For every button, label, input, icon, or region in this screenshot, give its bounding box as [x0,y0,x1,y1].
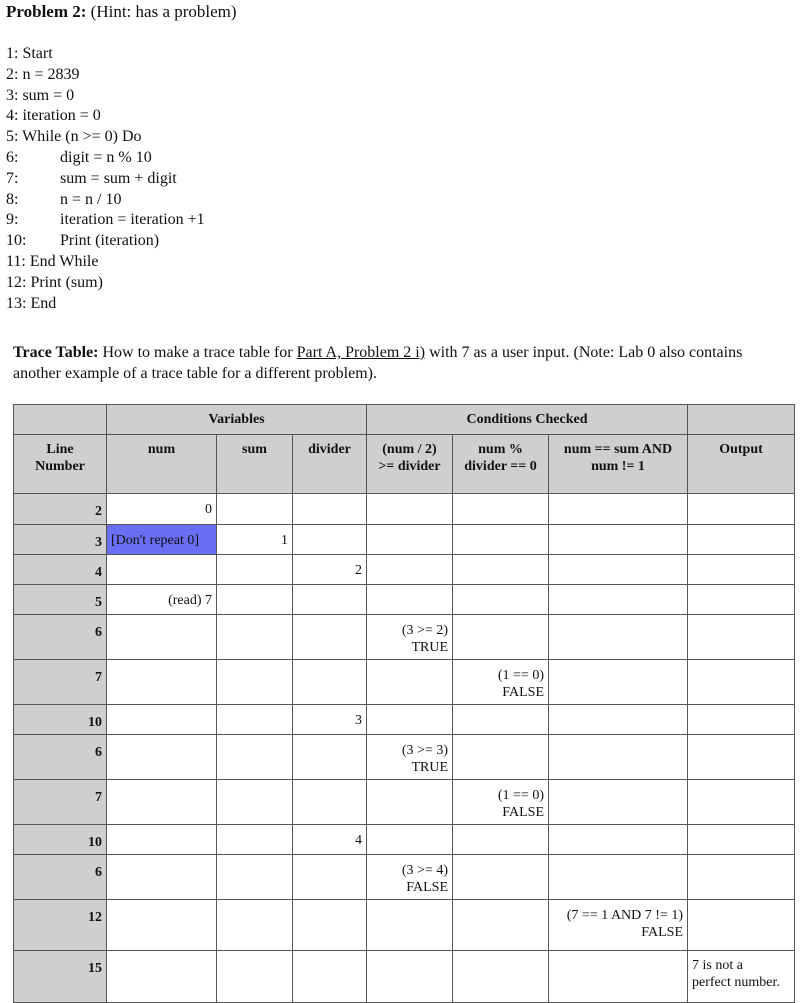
condition-cell [453,660,549,705]
condition-cell [549,525,688,555]
table-row [14,951,795,1003]
divider-cell [293,855,367,900]
condition-cell [453,555,549,585]
condition-cell [453,705,549,735]
condition-text: FALSE [502,805,544,820]
condition-cell [549,660,688,705]
condition-cell [549,494,688,525]
code-line-text: End While [29,253,99,270]
condition-cell [549,780,688,825]
output-cell [688,780,795,825]
divider-cell [293,900,367,951]
code-line-text: digit = n % 10 [60,149,152,166]
sum-cell [217,735,293,780]
condition-cell [549,705,688,735]
trace-table-label: Trace Table: [13,344,99,361]
sum-cell [217,900,293,951]
condition-cell [367,855,453,900]
code-line-number: 8: [6,190,19,208]
num-cell [107,951,217,1003]
table-row [14,615,795,660]
condition-text: TRUE [411,760,448,775]
header-text: num != 1 [591,459,645,474]
condition-cell [453,900,549,951]
condition-cell [367,615,453,660]
line-number-cell: 4 [14,555,107,585]
condition-cell [453,494,549,525]
output-cell [688,660,795,705]
table-row [14,525,795,555]
code-line-text: Print (sum) [30,273,103,291]
table-row [14,705,795,735]
num-cell [107,855,217,900]
num-cell: 0 [107,494,217,525]
header-text: Output [719,442,763,457]
condition-cell [453,735,549,780]
code-line-text: End [30,294,57,312]
code-line [6,106,101,127]
trace-table-intro [13,343,773,384]
line-number-cell: 6 [14,735,107,780]
condition-cell [453,585,549,615]
condition-cell [549,855,688,900]
num-cell: (read) 7 [107,585,217,615]
condition-cell [453,615,549,660]
divider-cell [293,615,367,660]
condition-cell [367,900,453,951]
code-line-number: 13: [6,294,27,312]
line-number-cell: 7 [14,660,107,705]
header-text: (num / 2) [382,442,437,457]
condition-cell [549,615,688,660]
line-number-cell: 10 [14,825,107,855]
sum-cell [217,780,293,825]
output-cell [688,735,795,780]
condition-cell [549,900,688,951]
condition-text: (1 == 0) [497,788,544,803]
variables-group-header: Variables [107,405,367,435]
divider-cell: 3 [293,705,367,735]
divider-cell [293,660,367,705]
code-line-text: While (n >= 0) Do [22,128,142,146]
num-cell [107,705,217,735]
header-blank [14,405,107,435]
header-text: Number [35,459,85,474]
code-line [6,169,177,190]
header-text: divider == 0 [464,459,537,474]
code-line [6,86,74,107]
code-line [6,231,159,252]
divider-cell [293,735,367,780]
code-line-number: 1: [6,45,19,62]
sum-cell: 1 [217,525,293,555]
divider-cell: 2 [293,555,367,585]
table-row [14,494,795,525]
header-text: num [147,442,176,457]
code-line-number: 9: [6,211,19,229]
line-number-cell: 5 [14,585,107,615]
output-group-blank [688,405,795,435]
line-number-cell: 10 [14,705,107,735]
line-number-cell: 12 [14,900,107,951]
line-number-cell: 6 [14,855,107,900]
sum-cell [217,825,293,855]
code-line-text: iteration = 0 [22,107,101,125]
num-cell [107,825,217,855]
output-cell [688,855,795,900]
condition-text: FALSE [406,880,448,895]
code-line [6,127,142,148]
line-number-header [14,435,107,494]
output-cell [688,525,795,555]
condition-half-header [367,435,453,494]
sum-cell [217,660,293,705]
output-cell [688,615,795,660]
table-row [14,855,795,900]
num-cell [107,555,217,585]
header-text: num % [478,442,523,457]
code-line-number: 12: [6,273,27,291]
trace-table [13,404,795,1003]
sum-cell [217,951,293,1003]
code-line-text: Print (iteration) [60,232,160,250]
condition-cell [453,525,549,555]
line-number-cell: 6 [14,615,107,660]
sum-cell [217,705,293,735]
condition-perfect-header [549,435,688,494]
condition-cell [367,525,453,555]
condition-cell [549,585,688,615]
code-line-number: 11: [6,253,26,270]
table-row [14,660,795,705]
condition-text: TRUE [411,640,448,655]
condition-text: (3 >= 2) [401,623,448,638]
output-text: 7 is not a [692,958,743,973]
line-number-cell: 15 [14,951,107,1003]
sum-header [217,435,293,494]
code-line-number: 6: [6,149,19,166]
condition-cell [453,855,549,900]
num-cell [107,660,217,705]
header-text: sum [242,442,267,457]
condition-cell [367,780,453,825]
output-cell [688,494,795,525]
trace-intro-text: How to make a trace table for [98,344,297,361]
table-row [14,555,795,585]
table-row [14,825,795,855]
line-number-cell: 2 [14,494,107,525]
problem-hint: (Hint: has a problem) [86,2,237,21]
condition-cell [367,825,453,855]
divider-cell [293,525,367,555]
condition-cell [367,660,453,705]
code-line-text: sum = 0 [22,86,75,104]
code-line [6,294,56,315]
num-cell [107,525,217,555]
condition-cell [367,735,453,780]
condition-cell [549,735,688,780]
num-cell [107,900,217,951]
problem-title [6,2,237,22]
sum-cell [217,615,293,660]
condition-text: (3 >= 3) [401,743,448,758]
trace-intro-note: with 7 as a user input. (Note: Lab 0 also contains another example of a trace table for a different problem). [13,344,743,382]
condition-cell [453,825,549,855]
header-text: >= divider [378,459,441,474]
code-line [6,44,53,65]
output-cell [688,555,795,585]
output-header [688,435,795,494]
code-line [6,190,121,211]
output-cell [688,825,795,855]
conditions-group-header: Conditions Checked [367,405,688,435]
code-line-number: 10: [6,232,27,250]
condition-cell [549,951,688,1003]
problem-link[interactable]: Part A, Problem 2 i) [296,344,426,361]
code-line-text: n = n / 10 [60,190,122,208]
code-line-text: sum = sum + digit [60,169,177,187]
code-line-number: 7: [6,169,19,187]
output-cell [688,951,795,1003]
condition-cell [453,951,549,1003]
table-row [14,735,795,780]
divider-cell [293,585,367,615]
line-number-cell: 7 [14,780,107,825]
code-line [6,273,103,294]
code-line-number: 3: [6,86,19,104]
output-cell [688,705,795,735]
table-row [14,585,795,615]
sum-cell [217,855,293,900]
num-header [107,435,217,494]
num-cell [107,735,217,780]
code-line-number: 2: [6,65,19,83]
sum-cell [217,585,293,615]
condition-text: FALSE [641,925,683,940]
output-text: perfect number. [692,975,780,990]
condition-cell [367,585,453,615]
code-line-text: Start [22,45,53,62]
condition-text: (7 == 1 AND 7 != 1) [566,908,683,923]
code-line [6,252,98,273]
condition-cell [549,555,688,585]
condition-text: (3 >= 4) [401,863,448,878]
code-line-text: n = 2839 [22,65,80,83]
num-cell [107,780,217,825]
sum-cell [217,494,293,525]
sum-cell [217,555,293,585]
code-line [6,210,205,231]
code-line [6,148,152,169]
table-row [14,900,795,951]
code-line-number: 5: [6,128,19,146]
condition-cell [367,951,453,1003]
code-line-text: iteration = iteration +1 [60,211,205,229]
divider-header [293,435,367,494]
condition-cell [367,555,453,585]
divider-cell [293,951,367,1003]
line-number-cell: 3 [14,525,107,555]
highlighted-note: [Don't repeat 0] [111,533,200,548]
header-text: Line [46,442,74,457]
divider-cell [293,780,367,825]
condition-cell [367,494,453,525]
output-cell [688,585,795,615]
code-line [6,65,79,86]
condition-text: (1 == 0) [497,668,544,683]
condition-cell [549,825,688,855]
table-row [14,780,795,825]
output-cell [688,900,795,951]
code-line-number: 4: [6,107,19,125]
header-text: divider [308,442,351,457]
condition-text: FALSE [502,685,544,700]
condition-mod-header [453,435,549,494]
condition-cell [367,705,453,735]
header-text: num == sum AND [563,442,673,457]
divider-cell: 4 [293,825,367,855]
num-cell [107,615,217,660]
problem-label: Problem 2: [6,2,87,21]
condition-cell [453,780,549,825]
divider-cell [293,494,367,525]
